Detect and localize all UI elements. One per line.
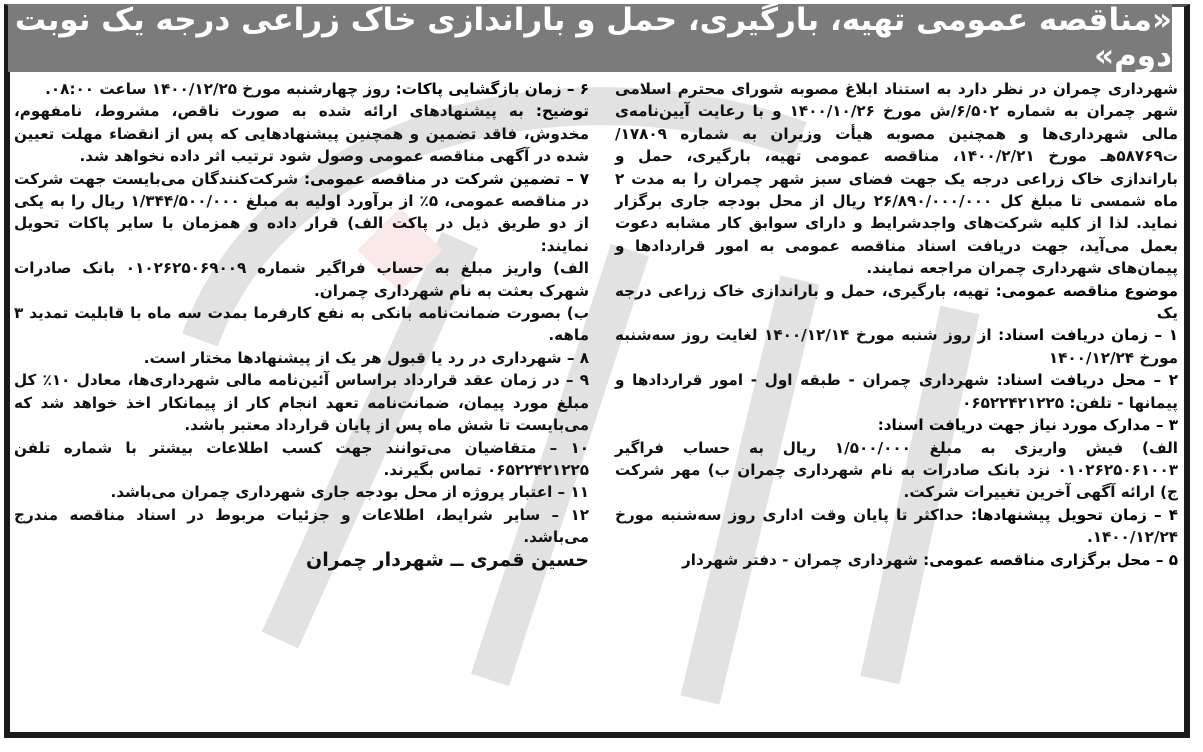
right-column [615,78,1178,571]
signature: حسین قمری ــ شهردار چمران [306,548,589,571]
item-6 [14,78,589,100]
subject-section [615,280,1178,325]
intro-paragraph: شهرداری چمران در نظر دارد به استناد ابلاغ مصوبه شورای محترم اسلامی شهر چمران به شماره ۶/۵۰۲/ش مورخ ۱۴۰۰/۱۰/۲۶ و با رعایت آیین‌نامه‌ی مالی شهرداری‌ها و همچنین مصوبه هیأت وزیران به شماره ۱۷۸۰۹/ت۵۸۷۶۹هـ مورخ ۱۴۰۰/۲/۲۱، مناقصه عمومی تهیه، بارگیری، حمل و باراندازی خاک زراعی درجه یک جهت فضای سبز شهر چمران را به مدت ۲ ماه شمسی تا مبلغ کل ۲۶/۸۹۰/۰۰۰/۰۰۰ ریال از محل بودجه جاری برگزار نماید. لذا از کلیه شرکت‌های واجدشرایط و دارای سوابق کار مشابه دعوت بعمل می‌آید، جهت دریافت اسناد مناقصه عمومی به امور قراردادها و پیمان‌های شهرداری چمران مراجعه نمایند. [615,80,1178,278]
item-4-label: ۴ – زمان تحویل پیشنهادها: [971,505,1178,524]
item-12: ۱۲ – سایر شرایط، اطلاعات و جزئیات مربوط در اسناد مناقصه مندرج می‌باشد. [14,505,589,547]
item-4 [615,504,1178,549]
item-7-label: ۷ – تضمین شرکت در مناقصه عمومی: [304,169,589,188]
item-1-label: ۱ – زمان دریافت اسناد: [998,326,1178,345]
item-6-text: روز چهارشنبه مورخ ۱۴۰۰/۱۲/۲۵ ساعت ۰۸:۰۰. [45,80,391,98]
item-7 [14,168,589,258]
subject-label: موضوع مناقصه عمومی: [995,281,1178,300]
notice-title: «مناقصه عمومی تهیه، بارگیری، حمل و باراندازی خاک زراعی درجه یک نوبت دوم» [8,4,1172,72]
item-2 [615,369,1178,414]
item-3-label: ۳ – مدارک مورد نیاز جهت دریافت اسناد: [877,416,1178,435]
note-text: به پیشنهادهای ارائه شده به صورت ناقص، مشروط، نامفهوم، مخدوش، فاقد تضمین و همچنین پیشنهادهایی که پس از انقضاء مهلت تعیین شده در آگهی مناقصه عمومی وصول شود ترتیب اثر داده نخواهد شد. [14,102,589,166]
item-11: ۱۱ – اعتبار پروژه از محل بودجه جاری شهرداری چمران می‌باشد. [110,483,589,502]
item-6-label: ۶ – زمان بازگشایی پاکات: [395,80,589,98]
note [14,100,589,167]
item-5 [615,549,1178,571]
item-9: ۹ – در زمان عقد قرارداد براساس آئین‌نامه مالی شهرداری‌ها، معادل ۱۰٪ کل مبلغ مورد پیمان، ضمانت‌نامه تعهد انجام کار از پیمانکار اخذ خواهد شد که می‌بایست تا شش ماه پس از پایان قرارداد معتبر باشد. [14,371,589,435]
item-7-option-a: الف) واریز مبلغ به حساب فراگیر شماره ۰۱۰۲۶۲۵۰۶۹۰۰۹ بانک صادرات شهرک بعثت به نام شهرداری چمران. [14,259,589,300]
item-5-text: شهرداری چمران - دفتر شهردار [682,550,918,569]
item-2-text: شهرداری چمران - طبقه اول - امور قراردادها و پیمانها - تلفن: ۰۶۵۲۲۴۲۱۲۲۵ [615,371,1178,412]
item-4-text: حداکثر تا پایان وقت اداری روز سه‌شنبه مورخ ۱۴۰۰/۱۲/۲۴. [615,505,1178,547]
item-3 [615,414,1178,436]
note-label: توضیح: [535,102,589,121]
item-5-label: ۵ – محل برگزاری مناقصه عمومی: [923,550,1178,569]
item-10: ۱۰ – متقاضیان می‌توانند جهت کسب اطلاعات بیشتر با شماره تلفن ۰۶۵۲۲۴۲۱۲۲۵ تماس بگیرند. [14,438,589,479]
item-1-text: از روز شنبه مورخ ۱۴۰۰/۱۲/۱۴ لغایت روز سه‌شنبه مورخ ۱۴۰۰/۱۲/۲۴ [615,326,1178,367]
left-column [14,78,589,571]
item-1 [615,324,1178,369]
item-2-label: ۲ – محل دریافت اسناد: [996,371,1179,390]
subject-text: تهیه، بارگیری، حمل و باراندازی خاک زراعی درجه یک [615,281,1178,323]
item-3-text: الف) فیش واریزی به مبلغ ۱/۵۰۰/۰۰۰ ریال به حساب فراگیر ۰۱۰۲۶۲۵۰۶۱۰۰۳ نزد بانک صادرات به نام شهرداری چمران ب) مهر شرکت ج) ارائه آگهی آخرین تغییرات شرکت. [615,438,1178,502]
item-8: ۸ – شهرداری در رد یا قبول هر یک از پیشنهادها مختار است. [143,348,589,367]
item-7-option-b: ب) بصورت ضمانت‌نامه بانکی به نفع کارفرما بمدت سه ماه با قابلیت تمدید ۳ ماهه. [14,304,589,345]
item-7-text: شرکت‌کنندگان می‌بایست جهت شرکت در مناقصه عمومی، ۵٪ از برآورد اولیه به مبلغ ۱/۳۴۴/۵۰۰/۰۰۰ ریال را به یکی از دو طریق ذیل در پاکت الف) قرار داده و همزمان با سایر پاکات تحویل نمایند: [14,169,589,255]
